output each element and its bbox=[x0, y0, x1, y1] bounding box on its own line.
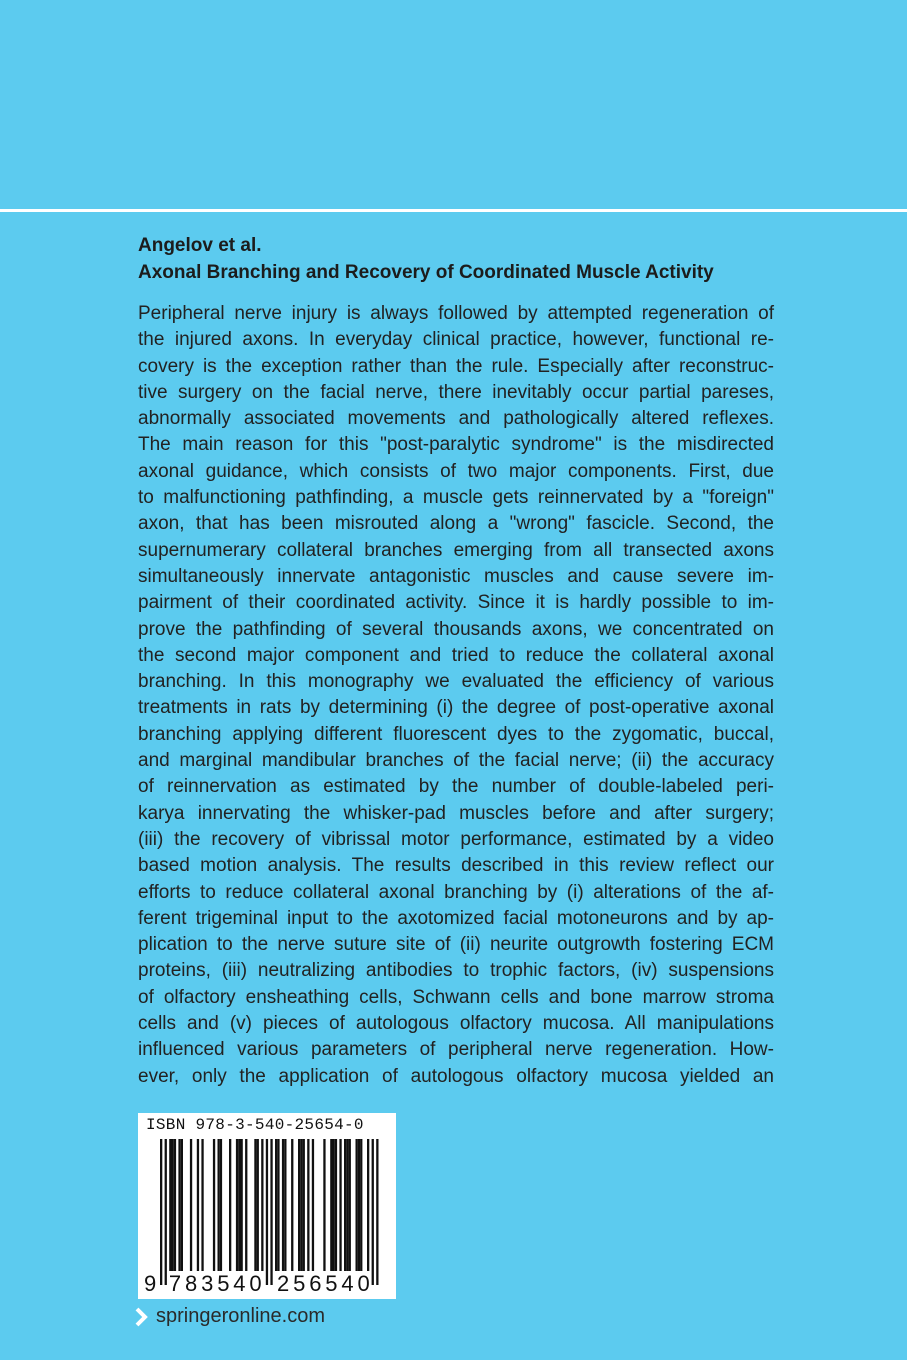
blurb-line: (iii) the recovery of vibrissal motor performance, estimated by a video bbox=[138, 828, 774, 850]
ean-digit: 5 bbox=[325, 1271, 338, 1296]
blurb-line: branching. In this monography we evaluated the efficiency of various bbox=[138, 671, 774, 693]
barcode-bar bbox=[367, 1139, 369, 1271]
barcode-bar bbox=[254, 1139, 256, 1271]
barcode-bar bbox=[245, 1139, 247, 1271]
barcode-bar bbox=[241, 1139, 243, 1271]
ean-digit: 2 bbox=[277, 1271, 290, 1296]
blurb-line: ferent trigeminal input to the axotomized facial motoneurons and by ap- bbox=[138, 907, 774, 929]
barcode-bar bbox=[218, 1139, 220, 1271]
ean-digits bbox=[138, 1271, 396, 1297]
barcode-bar bbox=[298, 1139, 300, 1271]
barcode-bar bbox=[270, 1139, 272, 1285]
blurb-line: based motion analysis. The results described in this review reflect our bbox=[138, 855, 774, 877]
barcode-bar bbox=[257, 1139, 259, 1271]
author-line: Angelov et al. bbox=[138, 235, 262, 256]
blurb-line: and marginal mandibular branches of the facial nerve; (ii) the accuracy bbox=[138, 750, 774, 772]
blurb-line: abnormally associated movements and pathologically altered reflexes. bbox=[138, 408, 774, 430]
ean-digit: 5 bbox=[293, 1271, 306, 1296]
blurb-line: covery is the exception rather than the rule. Especially after reconstruc- bbox=[138, 355, 774, 377]
barcode-bar bbox=[344, 1139, 346, 1271]
barcode-bar bbox=[291, 1139, 293, 1271]
blurb-line: influenced various parameters of peripheral nerve regeneration. How- bbox=[138, 1039, 774, 1061]
barcode-bar bbox=[275, 1139, 277, 1271]
barcode-bar bbox=[172, 1139, 174, 1271]
ean-digit: 0 bbox=[357, 1271, 370, 1296]
blurb-text bbox=[138, 301, 774, 1090]
barcode-bar bbox=[190, 1139, 192, 1271]
barcode-bar bbox=[312, 1139, 314, 1271]
barcode-bar bbox=[178, 1139, 180, 1271]
barcode-bar bbox=[160, 1139, 162, 1285]
blurb-line: to malfunctioning pathfinding, a muscle gets reinnervated by a "foreign" bbox=[138, 487, 774, 509]
barcode-bar bbox=[169, 1139, 171, 1271]
barcode-bar bbox=[277, 1139, 279, 1271]
barcode-bar bbox=[261, 1139, 263, 1271]
blurb-line: proteins, (iii) neutralizing antibodies to trophic factors, (iv) suspensions bbox=[138, 960, 774, 982]
book-title: Axonal Branching and Recovery of Coordinated Muscle Activity bbox=[138, 262, 714, 283]
ean-digit: 8 bbox=[185, 1271, 198, 1296]
ean-digit: 9 bbox=[144, 1271, 157, 1296]
barcode-bar bbox=[165, 1139, 167, 1285]
barcode-bar bbox=[376, 1139, 378, 1285]
barcode-bar bbox=[300, 1139, 302, 1271]
barcode-bar bbox=[284, 1139, 286, 1271]
barcode-bar bbox=[220, 1139, 222, 1271]
blurb-line: karya innervating the whisker-pad muscles before and after surgery; bbox=[138, 802, 774, 824]
barcode-bar bbox=[282, 1139, 284, 1271]
blurb-line: branching applying different fluorescent dyes to the zygomatic, buccal, bbox=[138, 723, 774, 745]
barcode-bar bbox=[335, 1139, 337, 1271]
blurb-line: axon, that has been misrouted along a "wrong" fascicle. Second, the bbox=[138, 513, 774, 535]
barcode-bar bbox=[346, 1139, 348, 1271]
blurb-line: the second major component and tried to reduce the collateral axonal bbox=[138, 644, 774, 666]
website-label: springeronline.com bbox=[156, 1305, 325, 1327]
barcode-bar bbox=[372, 1139, 374, 1285]
barcode-bar bbox=[236, 1139, 238, 1271]
barcode-bar bbox=[323, 1139, 325, 1271]
barcode-bar bbox=[356, 1139, 358, 1271]
blurb-line: prove the pathfinding of several thousands axons, we concentrated on bbox=[138, 618, 774, 640]
barcode-bar bbox=[229, 1139, 231, 1271]
isbn-label: ISBN 978-3-540-25654-0 bbox=[146, 1116, 364, 1134]
ean-digit: 7 bbox=[168, 1271, 182, 1296]
ean-digit: 4 bbox=[233, 1271, 246, 1296]
ean-digit: 3 bbox=[201, 1271, 214, 1296]
blurb-line: axonal guidance, which consists of two major components. First, due bbox=[138, 460, 774, 482]
barcode-bar bbox=[333, 1139, 335, 1271]
ean-digit: 4 bbox=[341, 1271, 354, 1296]
blurb-line: tive surgery on the facial nerve, there inevitably occur partial pareses, bbox=[138, 381, 774, 403]
ean-digit: 0 bbox=[249, 1271, 262, 1296]
blurb-line: of reinnervation as estimated by the number of double-labeled peri- bbox=[138, 776, 774, 798]
blurb-line: treatments in rats by determining (i) the degree of post-operative axonal bbox=[138, 697, 774, 719]
barcode-bar bbox=[197, 1139, 199, 1271]
blurb-line: Peripheral nerve injury is always followed by attempted regeneration of bbox=[138, 303, 774, 324]
barcode-bar bbox=[201, 1139, 203, 1271]
blurb-line: supernumerary collateral branches emerging from all transected axons bbox=[138, 539, 774, 561]
blurb-line: cells and (v) pieces of autologous olfactory mucosa. All manipulations bbox=[138, 1013, 774, 1035]
barcode-bar bbox=[213, 1139, 215, 1271]
barcode-bar bbox=[330, 1139, 332, 1271]
ean-digit: 5 bbox=[217, 1271, 230, 1296]
blurb-line: plication to the nerve suture site of (ii) neurite outgrowth fostering ECM bbox=[138, 934, 774, 956]
barcode bbox=[138, 1113, 396, 1299]
blurb-line: the injured axons. In everyday clinical practice, however, functional re- bbox=[138, 329, 774, 351]
blurb-line: efforts to reduce collateral axonal branching by (i) alterations of the af- bbox=[138, 881, 774, 903]
barcode-bar bbox=[238, 1139, 240, 1271]
barcode-bar bbox=[181, 1139, 183, 1271]
blurb-line: The main reason for this "post-paralytic syndrome" is the misdirected bbox=[138, 434, 774, 456]
barcode-bar bbox=[349, 1139, 351, 1271]
barcode-bar bbox=[339, 1139, 341, 1271]
blurb-line: pairment of their coordinated activity. Since it is hardly possible to im- bbox=[138, 592, 774, 614]
barcode-bar bbox=[303, 1139, 305, 1271]
ean-digit: 6 bbox=[309, 1271, 322, 1296]
blurb-line: simultaneously innervate antagonistic muscles and cause severe im- bbox=[138, 565, 774, 587]
barcode-bar bbox=[307, 1139, 309, 1271]
website-link[interactable] bbox=[134, 1305, 325, 1328]
blurb-line: of olfactory ensheathing cells, Schwann cells and bone marrow stroma bbox=[138, 986, 774, 1008]
chevron-right-icon bbox=[134, 1307, 148, 1327]
barcode-bar bbox=[174, 1139, 176, 1271]
barcode-bar bbox=[360, 1139, 362, 1271]
barcode-bar bbox=[266, 1139, 268, 1285]
divider-rule bbox=[0, 209, 907, 212]
barcode-bar bbox=[358, 1139, 360, 1271]
blurb-line: ever, only the application of autologous olfactory mucosa yielded an bbox=[138, 1065, 774, 1087]
